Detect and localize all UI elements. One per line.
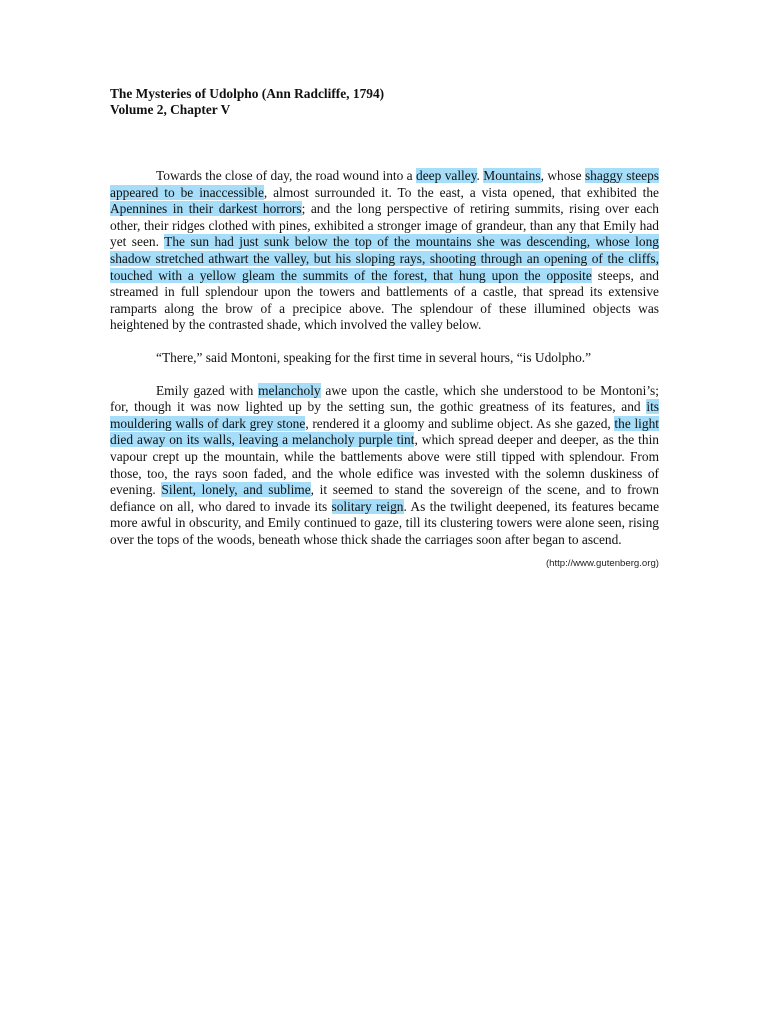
highlighted-phrase: The sun had just sunk below the top of the mountains she was descending, whose long shadow stretched athwart the valley, but his sloping rays, shooting through an opening of the cliffs, touched with a yellow gleam the summits of the forest, that hung upon the opposite	[110, 234, 659, 283]
highlighted-phrase: its mouldering walls of dark grey stone	[110, 399, 659, 431]
paragraph-3	[110, 383, 659, 549]
text-segment: ; and the long perspective of retiring summits, rising over each other, their ridges clothed with pines, exhibited a stronger image of grandeur, than any that Emily had yet seen.	[110, 201, 659, 250]
highlighted-phrase: Silent, lonely, and sublime	[161, 482, 311, 498]
highlighted-phrase: solitary reign	[331, 498, 404, 514]
text-segment: , which spread deeper and deeper, as the thin vapour crept up the mountain, while the battlements above were still tipped with splendour. From those, too, the rays soon faded, and the whole edifice was invested with the solemn duskiness of evening.	[110, 432, 659, 498]
text-segment: , rendered it a gloomy and sublime object. As she gazed,	[305, 415, 615, 431]
document-header	[110, 86, 659, 118]
highlighted-phrase: shaggy steeps appeared to be inaccessible	[110, 168, 659, 200]
text-segment: , almost surrounded it. To the east, a vista opened, that exhibited the	[263, 184, 660, 200]
text-segment: , whose	[540, 168, 585, 183]
document-title: The Mysteries of Udolpho (Ann Radcliffe, 1794)	[110, 86, 385, 101]
highlighted-phrase: deep valley	[416, 168, 477, 183]
paragraph-1	[110, 168, 659, 334]
document-page	[110, 86, 659, 570]
chapter-heading: Volume 2, Chapter V	[110, 102, 231, 117]
source-citation: (http://www.gutenberg.org)	[545, 558, 659, 570]
highlighted-phrase: Mountains	[483, 168, 541, 183]
text-segment: Towards the close of day, the road wound into a	[156, 168, 417, 183]
text-segment: steeps, and streamed in full splendour upon the towers and battlements of a castle, that spread its extensive ramparts along the brow of a precipice above. The splendour of these illumined objects was heightened by the contrasted shade, which involved the valley below.	[110, 267, 659, 333]
highlighted-phrase: melancholy	[258, 382, 321, 398]
text-segment: . As the twilight deepened, its features became more awful in obscurity, and Emily continued to gaze, till its clustering towers were alone seen, rising over the tops of the woods, beneath whose thick shade the carriages soon after began to ascend.	[110, 498, 660, 547]
text-segment: , it seemed to stand the sovereign of the scene, and to frown defiance on all, who dared to invade its	[110, 482, 659, 514]
paragraph-2	[110, 350, 659, 367]
text-segment: “There,” said Montoni, speaking for the first time in several hours, “is Udolpho.”	[156, 349, 592, 365]
highlighted-phrase: Apennines in their darkest horrors	[110, 201, 302, 217]
text-segment: .	[476, 168, 484, 183]
highlighted-phrase: the light died away on its walls, leaving a melancholy purple tint	[110, 415, 659, 448]
text-segment: Emily gazed with	[156, 382, 259, 398]
text-segment: awe upon the castle, which she understood to be Montoni’s; for, though it was now lighted up by the setting sun, the gothic greatness of its features, and	[110, 382, 659, 415]
